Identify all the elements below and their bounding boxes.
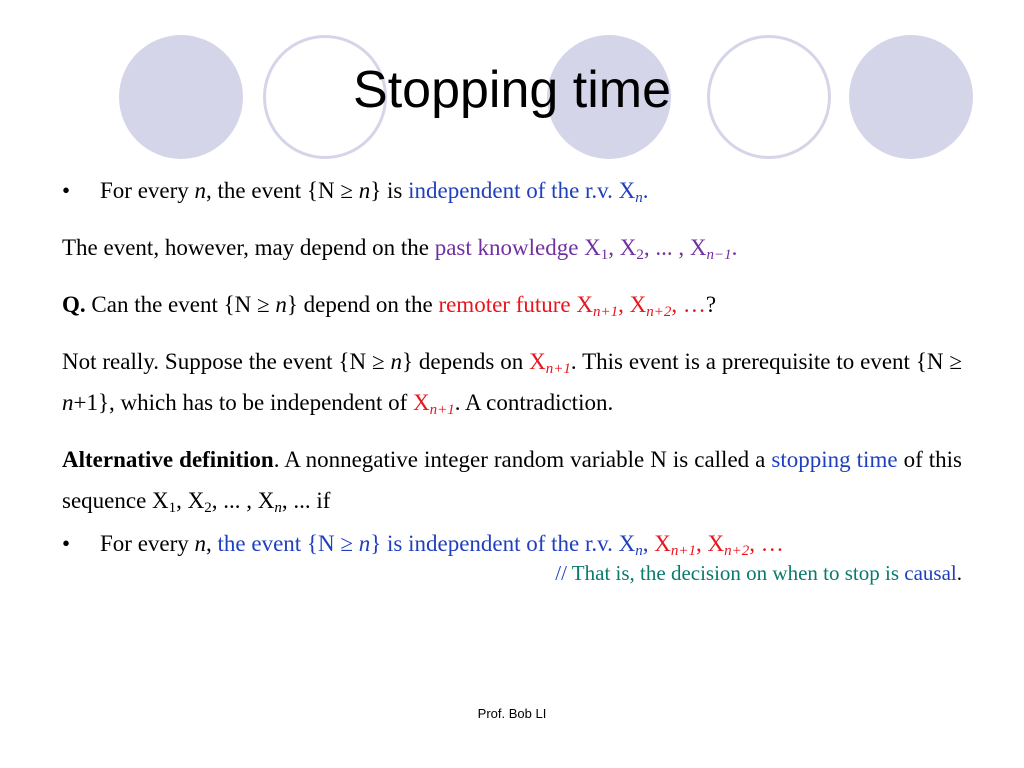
definition-paragraph: Alternative definition. A nonnegative integer random variable N is called a stopping time of this sequence $X_1$, $X_2$, ... , $X_n$, ... if — [62, 447, 962, 516]
causal-note: // That is, the decision on when to stop is causal. — [555, 561, 962, 585]
bullet-icon: • — [62, 178, 71, 203]
bullet-independence: • For every n, the event {N ≥ n} is independent of the r.v. $X_n$. — [62, 170, 962, 211]
explanation-paragraph: Not really. Suppose the event {N ≥ n} depends on $X_{n+1}$. This event is a prerequisite to event {N ≥ n+1}, which has to be independent of $X_{n+1}$. A contradiction. — [62, 349, 962, 418]
bullet-definition: • For every n, the event {N ≥ n} is independent of the r.v. $X_n$, $X_{n+1}$, $X_{n+2}$, … — [62, 523, 962, 564]
slide-title: Stopping time — [353, 61, 671, 119]
slide-body — [62, 170, 962, 586]
question-line: Q. Can the event {N ≥ n} depend on the remoter future $X_{n+1}$, $X_{n+2}$, …? — [62, 292, 717, 320]
past-knowledge-line: The event, however, may depend on the past knowledge $X_1$, $X_2$, ... , $X_{n-1}$. — [62, 235, 738, 263]
footer-author: Prof. Bob LI — [477, 706, 547, 721]
bullet-icon: • — [62, 531, 71, 556]
